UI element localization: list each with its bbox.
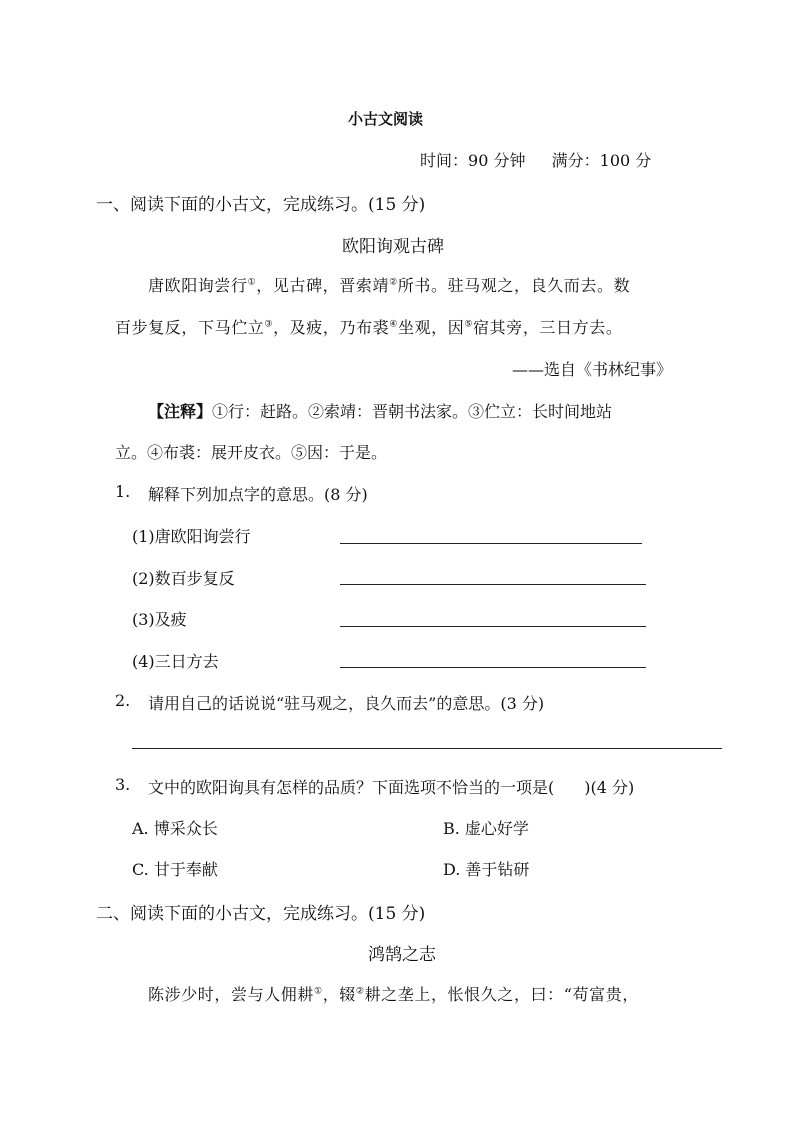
footnote-marker: ③ (264, 319, 274, 330)
story1-text: 百步复反，下马伫立 (115, 318, 265, 337)
story1-text: 宿其旁，三日方去。 (473, 318, 623, 337)
notes-label: 【注释】 (148, 402, 213, 421)
footnote-marker: ② (389, 277, 398, 288)
story1-text: 唐欧阳询尝行 (148, 276, 248, 295)
option-a: A. 博采众长 (132, 819, 218, 838)
exam-meta (420, 148, 651, 171)
story1-text: 坐观，因 (397, 318, 465, 337)
q1-answer-line-1[interactable] (340, 543, 642, 544)
page-title: 小古文阅读 (348, 110, 424, 128)
question1-text: 解释下列加点字的意思。(8 分) (148, 485, 368, 504)
notes-line1 (148, 399, 612, 422)
score-label: 满分： (551, 151, 600, 170)
q1-item-2: (2)数百步复反 (132, 569, 235, 588)
story1-text: ，及疲，乃布裘 (273, 318, 390, 337)
q1-answer-line-3[interactable] (340, 626, 646, 627)
q1-answer-line-4[interactable] (340, 667, 646, 668)
score-value: 100 分 (599, 151, 652, 170)
story2-text: 陈涉少时，尝与人佣耕 (148, 985, 315, 1004)
q2-answer-line[interactable] (132, 748, 722, 749)
section1-heading: 一、阅读下面的小古文，完成练习。(15 分) (96, 195, 426, 215)
story2-text: 耕之垄上，怅恨久之，曰：“苟富贵， (364, 985, 639, 1004)
story1-paragraph-line2 (115, 315, 622, 338)
footnote-marker: ④ (389, 319, 398, 330)
question1-number: 1. (115, 482, 131, 501)
footnote-marker: ② (355, 986, 365, 997)
story1-title: 欧阳询观古碑 (342, 237, 444, 257)
story1-paragraph-line1 (148, 273, 630, 296)
option-c: C. 甘于奉献 (132, 860, 218, 879)
story2-text: ，辍 (322, 985, 356, 1004)
question3-number: 3. (115, 775, 131, 794)
q1-answer-line-2[interactable] (340, 584, 646, 585)
time-label: 时间： (420, 151, 469, 170)
q1-item-3: (3)及疲 (132, 610, 187, 629)
story2-title: 鸿鹄之志 (368, 945, 436, 965)
question3-prompt: 文中的欧阳询具有怎样的品质？下面选项不恰当的一项是( (148, 778, 555, 797)
section2-heading: 二、阅读下面的小古文，完成练习。(15 分) (96, 904, 426, 924)
story1-text: 所书。驻马观之，良久而去。数 (397, 276, 631, 295)
notes-line2: 立。④布裘：展开皮衣。⑤因：于是。 (115, 443, 388, 462)
story1-text: ，见古碑，晋索靖 (256, 276, 390, 295)
footnote-marker: ⑤ (464, 319, 474, 330)
notes-text: ①行：赶路。②索靖：晋朝书法家。③伫立：长时间地站 (212, 402, 613, 421)
story2-paragraph-line1 (148, 982, 639, 1005)
question2-text: 请用自己的话说说“驻马观之，良久而去”的意思。(3 分) (148, 694, 545, 713)
question2-number: 2. (115, 691, 131, 710)
footnote-marker: ① (314, 986, 323, 997)
q1-item-4: (4)三日方去 (132, 652, 219, 671)
option-d: D. 善于钻研 (443, 860, 530, 879)
q1-item-1: (1)唐欧阳询尝行 (132, 527, 251, 546)
question3-score: )(4 分) (584, 778, 635, 797)
option-b: B. 虚心好学 (443, 819, 529, 838)
time-value: 90 分钟 (468, 151, 526, 170)
question3-text (148, 775, 634, 798)
story1-source: ——选自《书林纪事》 (512, 360, 673, 379)
footnote-marker: ① (247, 277, 257, 288)
